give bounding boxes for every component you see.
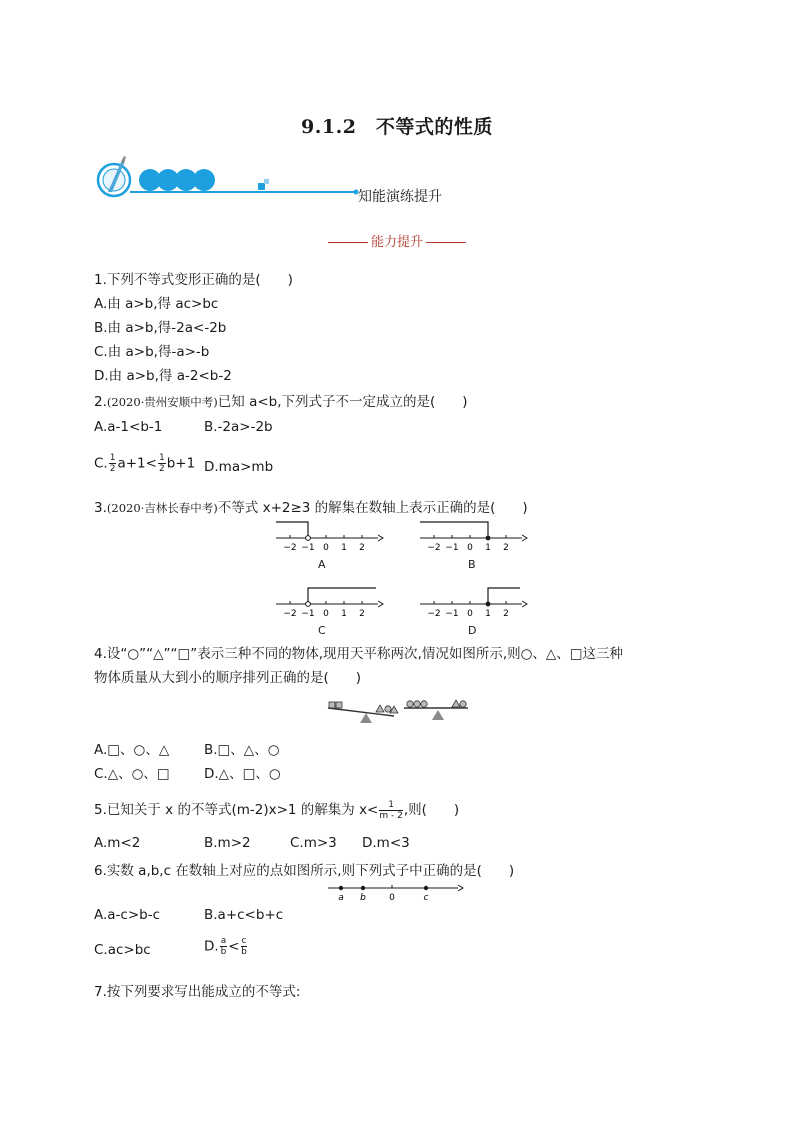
q3-stem: 3.(2020·吉林长春中考)不等式 x+2≥3 的解集在数轴上表示正确的是( ) [94, 500, 528, 516]
point-label: b [360, 893, 366, 903]
q1-stem: 1.下列不等式变形正确的是( ) [94, 272, 293, 288]
q6-option-a: A.a-c>b-c [94, 907, 161, 923]
tick-label: −1 [445, 609, 459, 619]
q6-option-b: B.a+c<b+c [204, 907, 284, 923]
q3-label-b: B [468, 558, 476, 571]
tick-label: 2 [359, 609, 365, 619]
tick-label: 2 [359, 543, 365, 553]
tick-label: −2 [427, 609, 441, 619]
q6-stem: 6.实数 a,b,c 在数轴上对应的点如图所示,则下列式子中正确的是( ) [94, 863, 515, 879]
q5-option-a: A.m<2 [94, 835, 141, 851]
q5-option-d: D.m<3 [362, 835, 410, 851]
q2-text: 已知 a<b,下列式子不一定成立的是( ) [217, 394, 468, 410]
balance-2 [404, 700, 468, 720]
q3-label-d: D [468, 624, 477, 637]
tick-label: 0 [467, 543, 473, 553]
q3-numberline-b [416, 518, 528, 556]
q1-option-c: C.由 a>b,得-a>-b [94, 344, 210, 360]
q4-option-d: D.△、□、○ [204, 766, 281, 782]
tick-label: −1 [445, 543, 459, 553]
q5-stem: 5.已知关于 x 的不等式(m-2)x>1 的解集为 x< $\frac{1}{m - 2}$ ,则( ) [94, 799, 460, 821]
balance-1 [328, 702, 398, 723]
q1-option-d: D.由 a>b,得 a-2<b-2 [94, 368, 232, 384]
q5-option-c: C.m>3 [290, 835, 337, 851]
tick-label: 1 [341, 543, 347, 553]
q4-balance-figure [322, 696, 472, 728]
point-b [361, 886, 365, 890]
tick-label: 0 [467, 609, 473, 619]
q2-stem [94, 390, 468, 410]
q6-d-frac-1: $\frac{a}{b}$ [220, 936, 227, 957]
tick-label: 0 [323, 543, 329, 553]
q4-option-a: A.□、○、△ [94, 742, 170, 758]
tick-label: 1 [485, 609, 491, 619]
q2-option-b: B.-2a>-2b [204, 419, 273, 435]
q5-option-b: B.m>2 [204, 835, 251, 851]
q6-d-frac-2: $\frac{c}{b}$ [241, 936, 247, 957]
q4-line2: 物体质量从大到小的顺序排列正确的是( ) [94, 670, 362, 686]
q3-numberline-c [272, 584, 384, 622]
q6-option-d: D. $\frac{a}{b}$ < $\frac{c}{b}$ [204, 936, 247, 957]
point-label: c [423, 893, 429, 903]
page-title: 9.1.2 不等式的性质 [301, 116, 493, 138]
q3-numberline-d [416, 584, 528, 622]
q3-label-c: C [318, 624, 326, 637]
q4-option-c: C.△、○、□ [94, 766, 170, 782]
point-c [424, 886, 428, 890]
q2-option-c: C. $\frac{1}{2}$ a+1< $\frac{1}{2}$ b+1 [94, 453, 196, 474]
tick-label: −2 [427, 543, 441, 553]
q3-numberline-a [272, 518, 384, 556]
q4-option-b: B.□、△、○ [204, 742, 280, 758]
subhead-line-right [426, 242, 466, 243]
q1-option-b: B.由 a>b,得-2a<-2b [94, 320, 227, 336]
q2-option-d: D.ma>mb [204, 459, 274, 475]
section-subhead [0, 231, 794, 250]
q6-option-c: C.ac>bc [94, 942, 151, 958]
tick-label: −1 [301, 609, 315, 619]
banner-label: 知能演练提升 [358, 189, 442, 205]
q6-numberline [326, 880, 466, 906]
point-label: a [338, 893, 344, 903]
subhead-line-left [328, 242, 368, 243]
tick-label: 2 [503, 609, 509, 619]
tick-label: 1 [341, 609, 347, 619]
tick-label: −2 [283, 543, 297, 553]
tick-label: 1 [485, 543, 491, 553]
q3-source: (2020·吉林长春中考) [106, 501, 218, 515]
tick-label: −2 [283, 609, 297, 619]
q5-frac: $\frac{1}{m - 2}$ [379, 799, 403, 821]
point-a [339, 886, 343, 890]
q2-num: 2. [94, 394, 107, 410]
point-label: 0 [389, 893, 395, 903]
tick-label: 2 [503, 543, 509, 553]
q2-c-frac-1: $\frac{1}{2}$ [109, 453, 116, 474]
q7-stem: 7.按下列要求写出能成立的不等式: [94, 984, 301, 1000]
subhead-text: 能力提升 [370, 235, 423, 250]
q2-option-a: A.a-1<b-1 [94, 419, 163, 435]
q4-line1: 4.设“○”“△”“□”表示三种不同的物体,现用天平称两次,情况如图所示,则○、△、□这三种 [94, 646, 624, 662]
q3-label-a: A [318, 558, 326, 571]
q1-option-a: A.由 a>b,得 ac>bc [94, 296, 219, 312]
q2-c-frac-2: $\frac{1}{2}$ [158, 453, 165, 474]
tick-label: 0 [323, 609, 329, 619]
q2-source: (2020·贵州安顺中考) [106, 395, 218, 409]
tick-label: −1 [301, 543, 315, 553]
